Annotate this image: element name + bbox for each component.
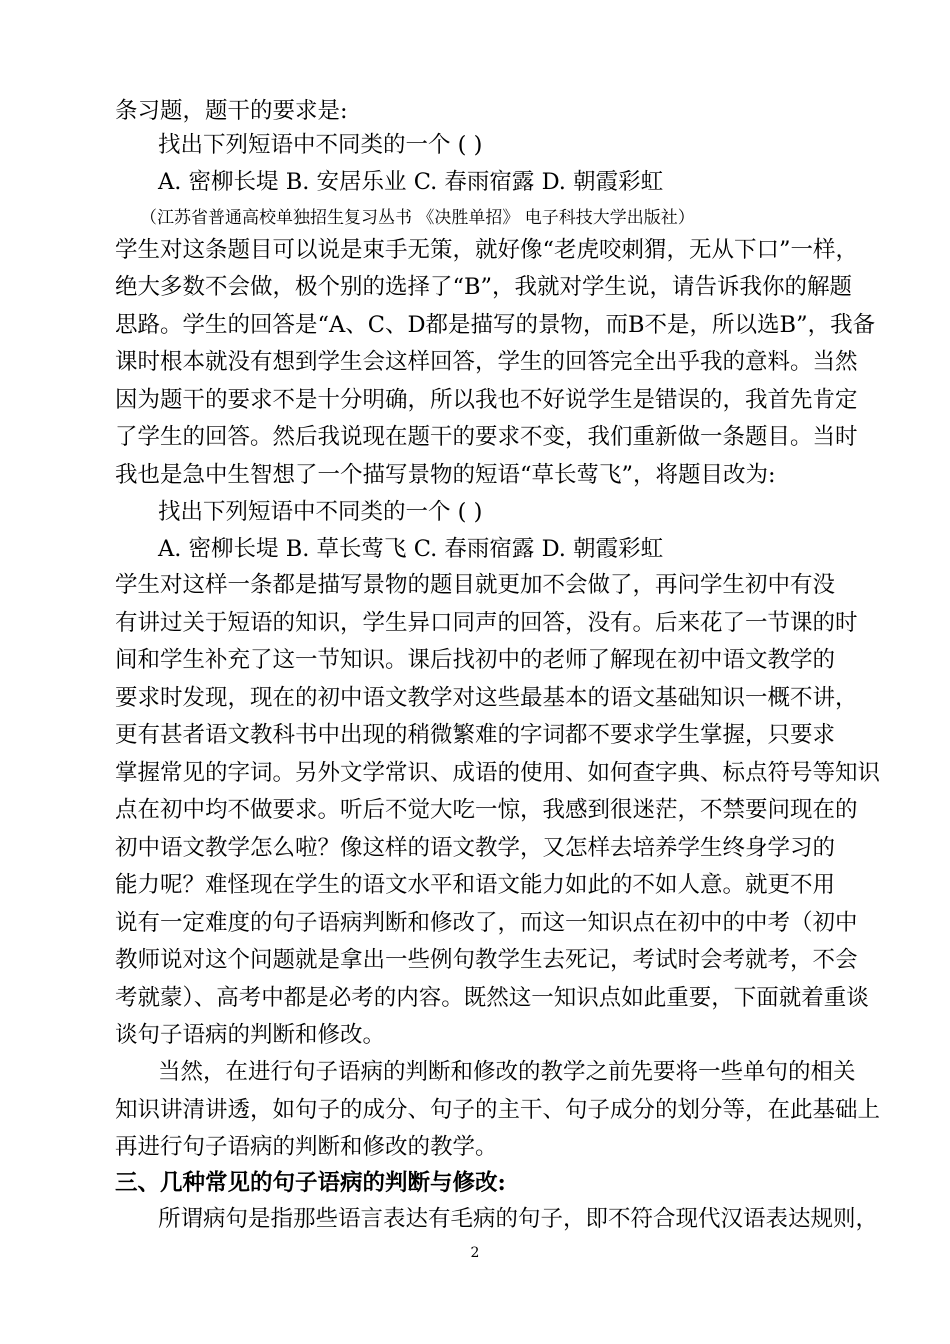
question-prompt: 找出下列短语中不同类的一个 ( )	[158, 499, 483, 525]
question-prompt: 找出下列短语中不同类的一个 ( )	[158, 132, 483, 158]
text-line: 知识讲清讲透，如句子的成分、句子的主干、句子成分的划分等，在此基础上	[115, 1097, 881, 1123]
text-line: 思路。学生的回答是“A、C、D都是描写的景物，而B不是，所以选B”，我备	[115, 312, 876, 338]
text-line: 考就蒙）、高考中都是必考的内容。既然这一知识点如此重要，下面就着重谈	[115, 985, 869, 1011]
text-line: 所谓病句是指那些语言表达有毛病的句子，即不符合现代汉语表达规则，	[158, 1206, 879, 1232]
text-line: 说有一定难度的句子语病判断和修改了，而这一知识点在初中的中考（初中	[115, 910, 858, 936]
text-line: 学生对这条题目可以说是束手无策，就好像“老虎咬刺猬，无从下口”一样，	[115, 237, 859, 263]
text-line: 要求时发现，现在的初中语文教学对这些最基本的语文基础知识一概不讲，	[115, 685, 858, 711]
text-line: 因为题干的要求不是十分明确，所以我也不好说学生是错误的，我首先肯定	[115, 387, 858, 413]
section-heading: 三、几种常见的句子语病的判断与修改:	[115, 1170, 506, 1196]
text-line: 当然，在进行句子语病的判断和修改的教学之前先要将一些单句的相关	[158, 1059, 856, 1085]
text-line: 课时根本就没有想到学生会这样回答，学生的回答完全出乎我的意料。当然	[115, 349, 858, 375]
text-line: 掌握常见的字词。另外文学常识、成语的使用、如何查字典、标点符号等知识	[115, 760, 881, 786]
source-citation: （江苏省普通高校单独招生复习丛书 《决胜单招》 电子科技大学出版社）	[140, 208, 695, 228]
text-line: 点在初中均不做要求。听后不觉大吃一惊，我感到很迷茫，不禁要问现在的	[115, 797, 858, 823]
text-line: 绝大多数不会做，极个别的选择了“B”，我就对学生说，请告诉我你的解题	[115, 274, 853, 300]
text-line: 更有甚者语文教科书中出现的稍微繁难的字词都不要求学生掌握，只要求	[115, 722, 836, 748]
text-line: 再进行句子语病的判断和修改的教学。	[115, 1134, 498, 1160]
text-line: 谈句子语病的判断和修改。	[115, 1022, 386, 1048]
text-line: 能力呢？难怪现在学生的语文水平和语文能力如此的不如人意。就更不用	[115, 872, 836, 898]
text-line: 教师说对这个问题就是拿出一些例句教学生去死记，考试时会考就考，不会	[115, 947, 858, 973]
text-line: 我也是急中生智想了一个描写景物的短语“草长莺飞”，将题目改为:	[115, 462, 776, 488]
text-line: 条习题，题干的要求是:	[115, 98, 348, 124]
answer-options: A. 密柳长堤 B. 草长莺飞 C. 春雨宿露 D. 朝霞彩虹	[158, 536, 664, 562]
text-line: 学生对这样一条都是描写景物的题目就更加不会做了，再问学生初中有没	[115, 572, 836, 598]
text-line: 有讲过关于短语的知识，学生异口同声的回答，没有。后来花了一节课的时	[115, 610, 858, 636]
answer-options: A. 密柳长堤 B. 安居乐业 C. 春雨宿露 D. 朝霞彩虹	[158, 169, 664, 195]
text-line: 初中语文教学怎么啦？像这样的语文教学，又怎样去培养学生终身学习的	[115, 835, 836, 861]
text-line: 了学生的回答。然后我说现在题干的要求不变，我们重新做一条题目。当时	[115, 424, 858, 450]
text-line: 间和学生补充了这一节知识。课后找初中的老师了解现在初中语文教学的	[115, 647, 836, 673]
page-number: 2	[470, 1245, 480, 1261]
